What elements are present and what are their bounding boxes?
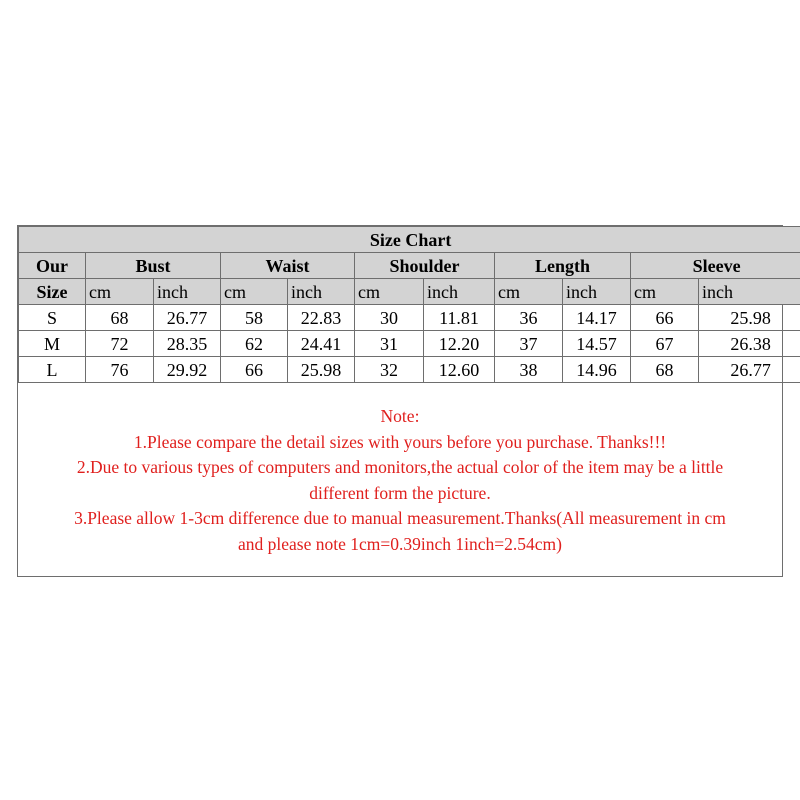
value-cell: 76	[86, 357, 154, 383]
value-cell: 14.17	[563, 305, 631, 331]
value-cell: 31	[355, 331, 424, 357]
length-header: Length	[495, 253, 631, 279]
value-cell: 32	[355, 357, 424, 383]
unit-inch: inch	[424, 279, 495, 305]
value-cell: 30	[355, 305, 424, 331]
table-row	[19, 305, 800, 331]
value-cell: 72	[86, 331, 154, 357]
unit-cm: cm	[631, 279, 699, 305]
size-chart-title: Size Chart	[19, 227, 800, 253]
value-cell: 62	[221, 331, 288, 357]
size-header: Size	[19, 279, 86, 305]
value-cell: 37	[495, 331, 563, 357]
table-row	[19, 331, 800, 357]
bust-header: Bust	[86, 253, 221, 279]
value-cell: 25.98	[699, 305, 800, 331]
value-cell: 12.20	[424, 331, 495, 357]
unit-inch: inch	[563, 279, 631, 305]
value-cell: 38	[495, 357, 563, 383]
value-cell: 58	[221, 305, 288, 331]
unit-cm: cm	[495, 279, 563, 305]
value-cell: 68	[631, 357, 699, 383]
value-cell: 25.98	[288, 357, 355, 383]
size-cell: S	[19, 305, 86, 331]
value-cell: 12.60	[424, 357, 495, 383]
note-line: 2.Due to various types of computers and monitors,the actual color of the item may be a little	[76, 457, 724, 477]
sleeve-header: Sleeve	[631, 253, 800, 279]
shoulder-header: Shoulder	[355, 253, 495, 279]
value-cell: 36	[495, 305, 563, 331]
unit-cm: cm	[355, 279, 424, 305]
value-cell: 14.57	[563, 331, 631, 357]
note-block	[18, 404, 782, 557]
value-cell: 24.41	[288, 331, 355, 357]
size-chart	[17, 225, 783, 577]
value-cell: 26.77	[154, 305, 221, 331]
note-line: different form the picture.	[309, 482, 491, 503]
value-cell: 11.81	[424, 305, 495, 331]
value-cell: 29.92	[154, 357, 221, 383]
unit-inch: inch	[154, 279, 221, 305]
size-cell: M	[19, 331, 86, 357]
value-cell: 66	[631, 305, 699, 331]
value-cell: 28.35	[154, 331, 221, 357]
value-cell: 66	[221, 357, 288, 383]
value-cell: 67	[631, 331, 699, 357]
note-line: and please note 1cm=0.39inch 1inch=2.54cm)	[238, 533, 562, 554]
unit-cm: cm	[221, 279, 288, 305]
value-cell: 68	[86, 305, 154, 331]
unit-inch: inch	[699, 279, 800, 305]
note-line: 1.Please compare the detail sizes with yours before you purchase. Thanks!!!	[133, 431, 667, 452]
value-cell: 26.77	[699, 357, 800, 383]
our-size-header: Our	[19, 253, 86, 279]
value-cell: 14.96	[563, 357, 631, 383]
value-cell: 26.38	[699, 331, 800, 357]
note-line: 3.Please allow 1-3cm difference due to manual measurement.Thanks(All measurement in cm	[74, 508, 726, 528]
size-cell: L	[19, 357, 86, 383]
note-heading: Note:	[380, 406, 420, 426]
unit-cm: cm	[86, 279, 154, 305]
unit-inch: inch	[288, 279, 355, 305]
value-cell: 22.83	[288, 305, 355, 331]
table-row	[19, 357, 800, 383]
waist-header: Waist	[221, 253, 355, 279]
size-table	[18, 226, 800, 383]
